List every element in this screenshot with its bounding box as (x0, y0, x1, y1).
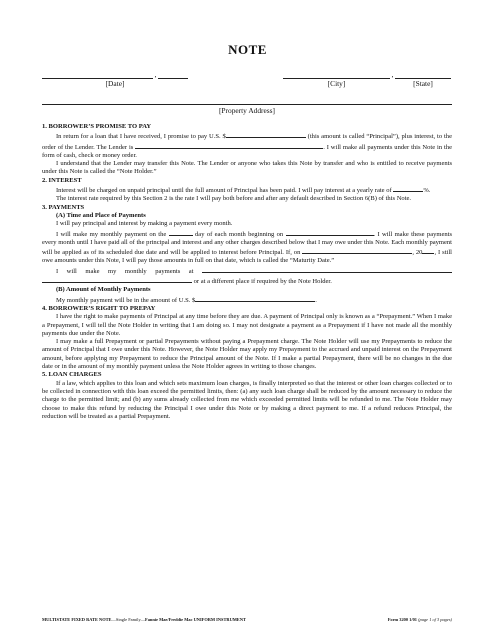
s3a-text-f: I will make my monthly payments at (56, 267, 194, 275)
date-comma: , (154, 70, 157, 79)
section-3a-para-1: I will pay principal and interest by making a payment every month. (56, 220, 233, 228)
property-address-line[interactable] (42, 104, 452, 105)
state-label: [State] (413, 79, 433, 88)
s3a-text-d: , 20 (412, 249, 423, 257)
section-1-para-1 (42, 131, 452, 160)
section-3a-para-2 (42, 229, 452, 266)
footer-form-title: MULTISTATE FIXED RATE NOTE (42, 617, 112, 622)
maturity-date-blank[interactable] (302, 247, 412, 254)
s3b-text-a: My monthly payment will be in the amount of U.S. $ (56, 296, 196, 304)
footer-family: —Single Family— (111, 617, 146, 622)
section-1-para-2: I understand that the Lender may transfer this Note. The Lender or anyone who takes this Note by transfer and who is entitled to receive payments under this Note is called the “Note Holder.” (42, 160, 452, 176)
footer-page-count: (page 1 of 3 pages) (418, 617, 452, 622)
payment-place-blank-2[interactable] (42, 276, 192, 283)
payment-day-blank[interactable] (169, 229, 193, 236)
first-payment-date-blank[interactable] (286, 229, 374, 236)
payment-place-blank-1[interactable] (202, 266, 452, 273)
section-5-para-1: If a law, which applies to this loan and which sets maximum loan charges, is finally interpreted so that the interest or other loan charges collected or to be collected in connection with this loan exceed the permitted limits, then: (a) any such loan charge shall be reduced by the amount necessary to reduce the charge to the permitted limit; and (b) any sums already collected from me which exceeded permitted limits will be refunded to me. The Note Holder may choose to make this refund by reducing the Principal I owe under this Note or by making a direct payment to me. If a refund reduces Principal, the reduction will be treated as a partial Prepayment. (42, 379, 452, 420)
city-label: [City] (327, 79, 346, 88)
s3b-heading-text: (B) Amount of Monthly Payments (56, 286, 151, 294)
section-2-heading: 2. INTEREST (42, 176, 82, 184)
city-comma: , (391, 70, 394, 79)
section-5-heading: 5. LOAN CHARGES (42, 371, 102, 379)
footer-instrument: Fannie Mae/Freddie Mac UNIFORM INSTRUMENT (145, 617, 246, 622)
section-1-heading: 1. BORROWER’S PROMISE TO PAY (42, 123, 152, 130)
s3a-text-c: . I will make these payments every month until I have paid all of the principal and interest and any other charges described below that I may owe under this Note. Each monthly payment will be applied as of its scheduled due date and will be applied to interest before Principal. If, on (42, 230, 453, 257)
footer-right (388, 617, 452, 623)
s3b-text-b: . (315, 296, 317, 304)
section-4-heading: 4. BORROWER’S RIGHT TO PREPAY (42, 304, 156, 312)
s2-text-b: %. (423, 187, 431, 195)
note-body (42, 123, 452, 421)
monthly-payment-blank[interactable] (195, 295, 315, 302)
s3a-heading-text: (A) Time and Place of Payments (56, 211, 146, 219)
footer-form-number: Form 3200 1/01 (387, 617, 417, 622)
form-footer (42, 617, 452, 623)
document-title: NOTE (228, 42, 267, 57)
section-3b-heading (42, 286, 452, 294)
s1-text-a: In return for a loan that I have received, I promise to pay U.S. $ (56, 133, 226, 141)
s3a-text-e: , I still owe amounts under this Note, I will pay those amounts in full on that date, which is called the “Maturity Date.” (42, 249, 452, 265)
section-3a-heading (42, 212, 452, 220)
interest-rate-blank[interactable] (393, 185, 423, 192)
section-3b-para-1 (42, 295, 452, 305)
date-label: [Date] (105, 79, 125, 88)
lender-name-blank[interactable] (135, 142, 323, 149)
property-address-label: [Property Address] (218, 106, 276, 115)
section-2-para-1 (42, 185, 452, 195)
section-4-para-1: I have the right to make payments of Principal at any time before they are due. A payment of Principal only is known as a “Prepayment.” When I make a Prepayment, I will tell the Note Holder in writing that I am doing so. I may not designate a payment as a Prepayment if I have not made all the monthly payments due under the Note. (42, 313, 452, 337)
s3a-text-a: I will make my monthly payment on the (56, 230, 167, 238)
section-3-heading: 3. PAYMENTS (42, 203, 85, 211)
section-4-para-2: I may make a full Prepayment or partial Prepayments without paying a Prepayment charge. The Note Holder will use my Prepayments to reduce the amount of Principal that I owe under this Note. However, the Note Holder may apply my Prepayment to the accrued and unpaid interest on the Prepayment amount, before applying my Prepayment to reduce the Principal amount of the Note. If I make a partial Prepayment, there will be no changes in the due date or in the amount of my monthly payment unless the Note Holder agrees in writing to those changes. (42, 338, 452, 371)
s2-text-a: Interest will be charged on unpaid principal until the full amount of Principal has been paid. I will pay interest at a yearly rate of (56, 187, 392, 195)
section-2-para-2: The interest rate required by this Section 2 is the rate I will pay both before and after any default described in Section 6(B) of this Note. (56, 195, 412, 203)
section-3a-para-3 (42, 266, 452, 287)
maturity-year-blank[interactable] (422, 247, 434, 254)
principal-amount-blank[interactable] (226, 131, 306, 138)
footer-left (42, 617, 246, 623)
s3a-text-g: or at a different place if required by the Note Holder. (193, 278, 332, 286)
s1-text-c: . I will make all payments under this Note in the form of cash, check or money order. (42, 143, 452, 159)
s3a-text-b: day of each month beginning on (195, 230, 284, 238)
s1-text-b: (this amount is called “Principal”), plus interest, to the order of the Lender. The Lender is (42, 133, 452, 151)
